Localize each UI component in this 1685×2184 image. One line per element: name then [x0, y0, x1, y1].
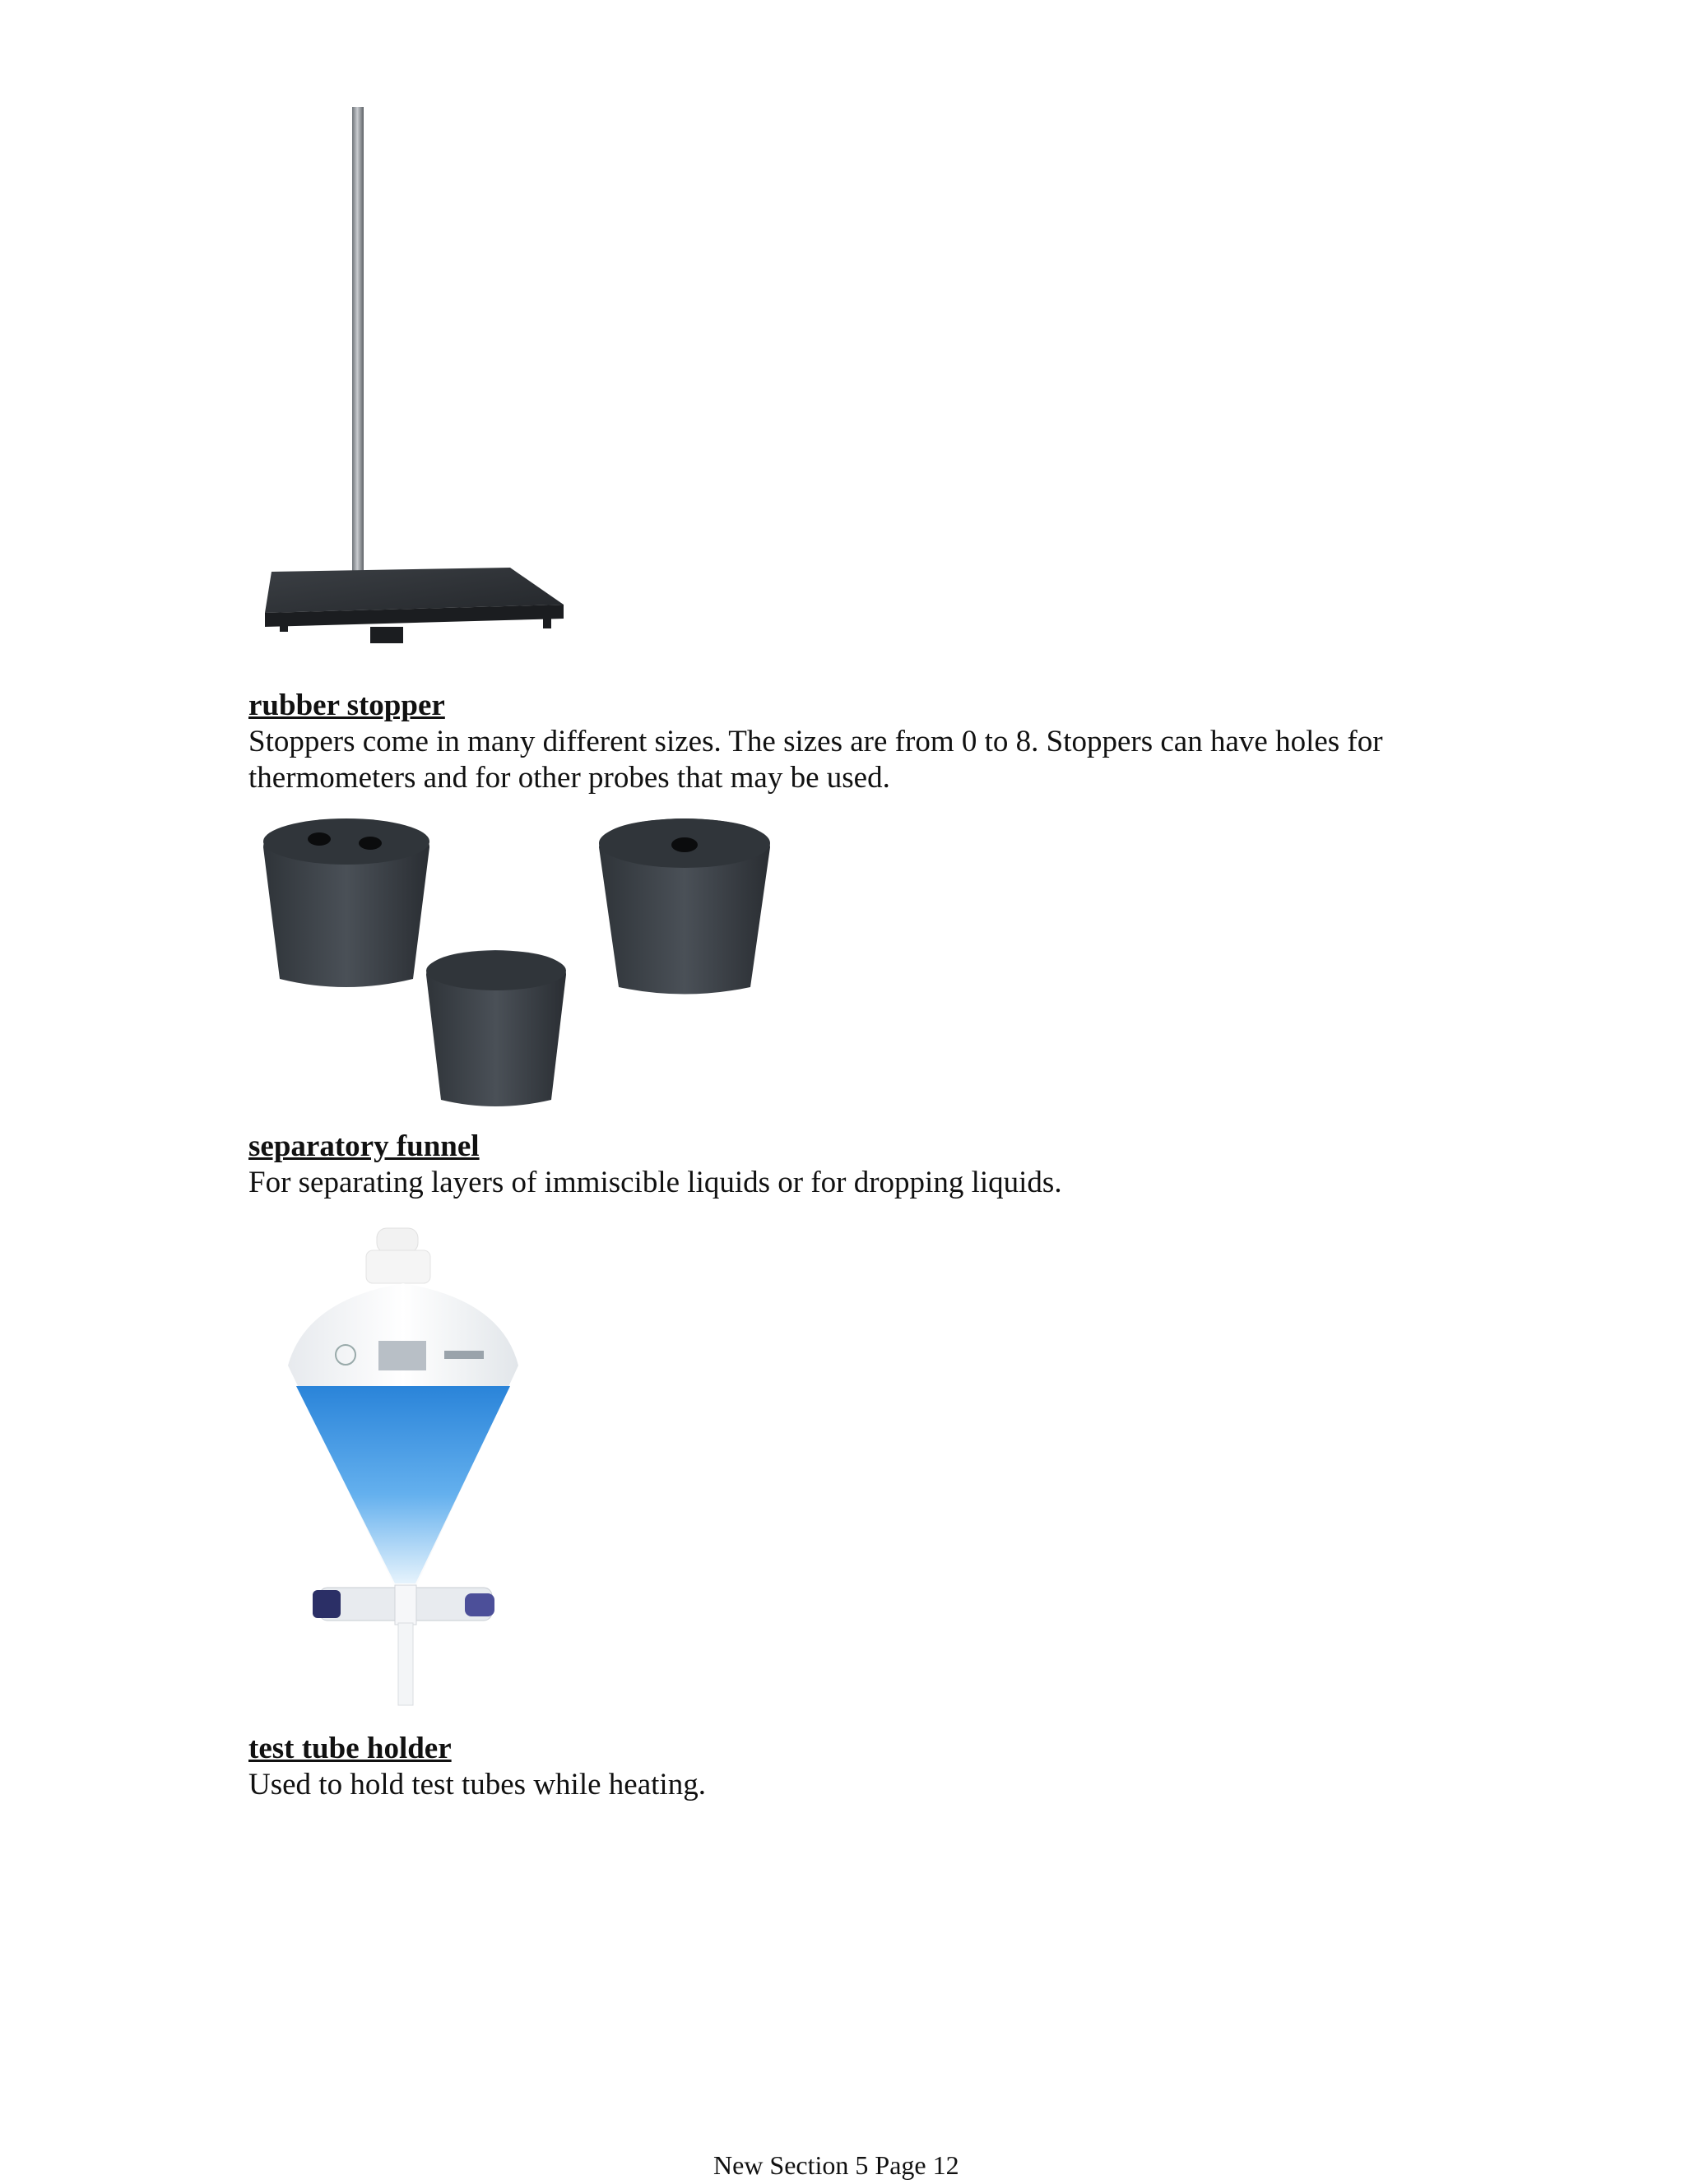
rubber-stopper-description-line2: thermometers and for other probes that may be used. — [248, 761, 890, 795]
page-footer: New Section 5 Page 12 — [713, 2150, 959, 2180]
rubber-stoppers-image — [247, 810, 782, 1123]
separatory-funnel-description: For separating layers of immiscible liquids or for dropping liquids. — [248, 1166, 1062, 1199]
separatory-funnel-title: separatory funnel — [248, 1129, 480, 1163]
rubber-stopper-description-line1: Stoppers come in many different sizes. The sizes are from 0 to 8. Stoppers can have holes for — [248, 725, 1383, 758]
test-tube-holder-description: Used to hold test tubes while heating. — [248, 1768, 706, 1801]
separatory-funnel-image — [280, 1222, 527, 1715]
rubber-stopper-title: rubber stopper — [248, 689, 445, 722]
ring-stand-image — [247, 99, 576, 654]
test-tube-holder-title: test tube holder — [248, 1732, 452, 1765]
